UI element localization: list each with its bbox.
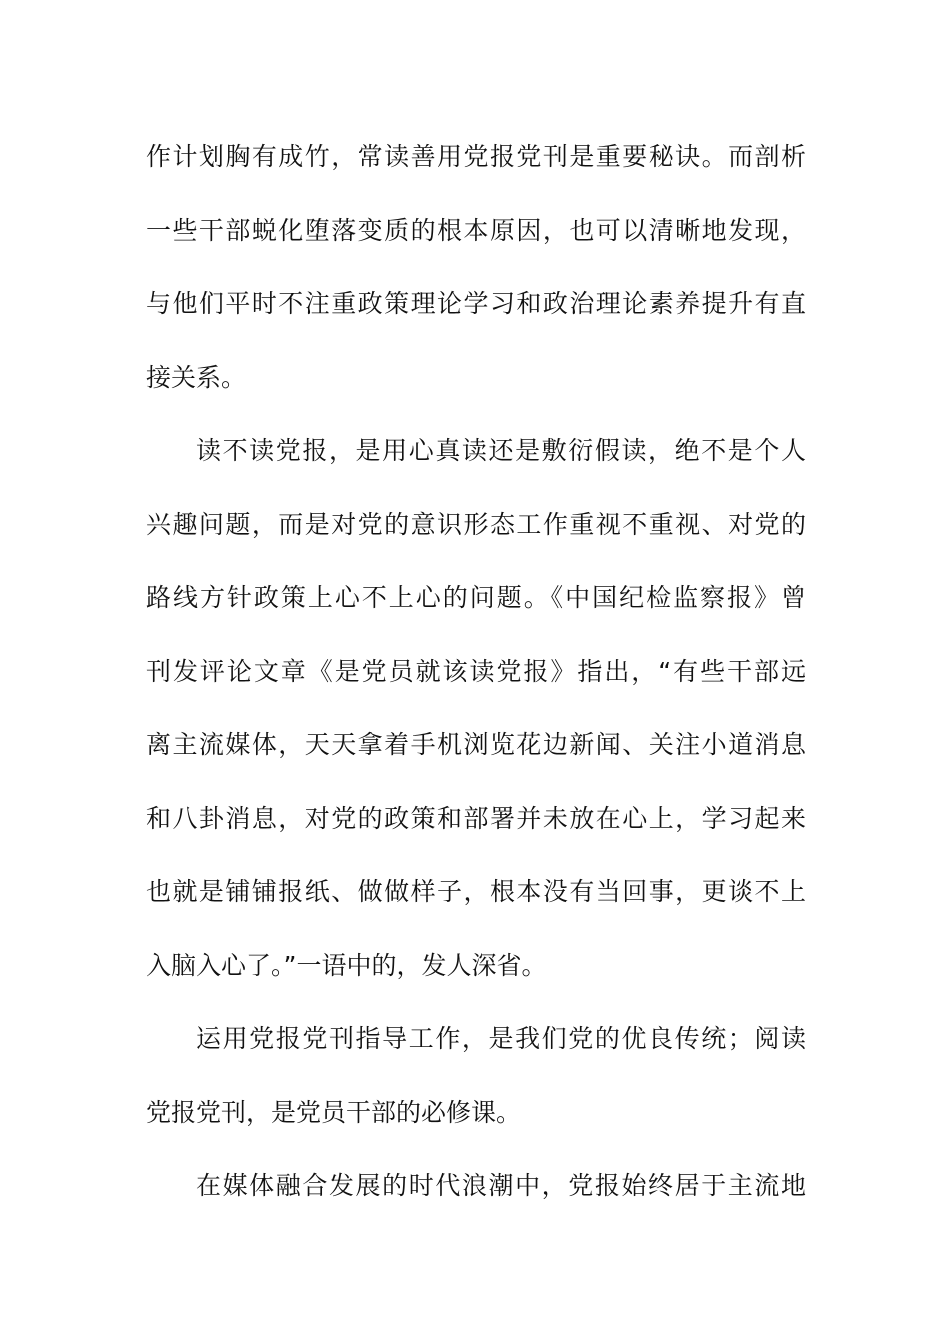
paragraph-line: 与他们平时不注重政策理论学习和政治理论素养提升有直 (146, 289, 806, 318)
paragraph-line: 入脑入心了。”一语中的，发人深省。 (146, 950, 547, 980)
paragraph-line: 刊发评论文章《是党员就该读党报》指出，“有些干部远 (146, 656, 806, 686)
paragraph-line: 党报党刊，是党员干部的必修课。 (146, 1097, 522, 1127)
paragraph-line: 在媒体融合发展的时代浪潮中，党报始终居于主流地 (196, 1171, 806, 1200)
paragraph-line: 兴趣问题，而是对党的意识形态工作重视不重视、对党的 (146, 509, 806, 539)
paragraph-line: 离主流媒体，天天拿着手机浏览花边新闻、关注小道消息 (146, 730, 806, 759)
paragraph-line: 也就是铺铺报纸、做做样子，根本没有当回事，更谈不上 (146, 877, 806, 906)
document-body (146, 120, 806, 1223)
paragraph-line: 和八卦消息，对党的政策和部署并未放在心上，学习起来 (146, 803, 806, 833)
paragraph-line: 作计划胸有成竹，常读善用党报党刊是重要秘诀。而剖析 (146, 142, 806, 171)
paragraph-line: 一些干部蜕化堕落变质的根本原因，也可以清晰地发现， (146, 215, 806, 245)
paragraph-line: 读不读党报，是用心真读还是敷衍假读，绝不是个人 (196, 436, 806, 465)
paragraph-line: 接关系。 (146, 362, 247, 392)
paragraph-line: 路线方针政策上心不上心的问题。《中国纪检监察报》曾 (146, 583, 806, 612)
paragraph-line: 运用党报党刊指导工作，是我们党的优良传统；阅读 (196, 1024, 806, 1053)
